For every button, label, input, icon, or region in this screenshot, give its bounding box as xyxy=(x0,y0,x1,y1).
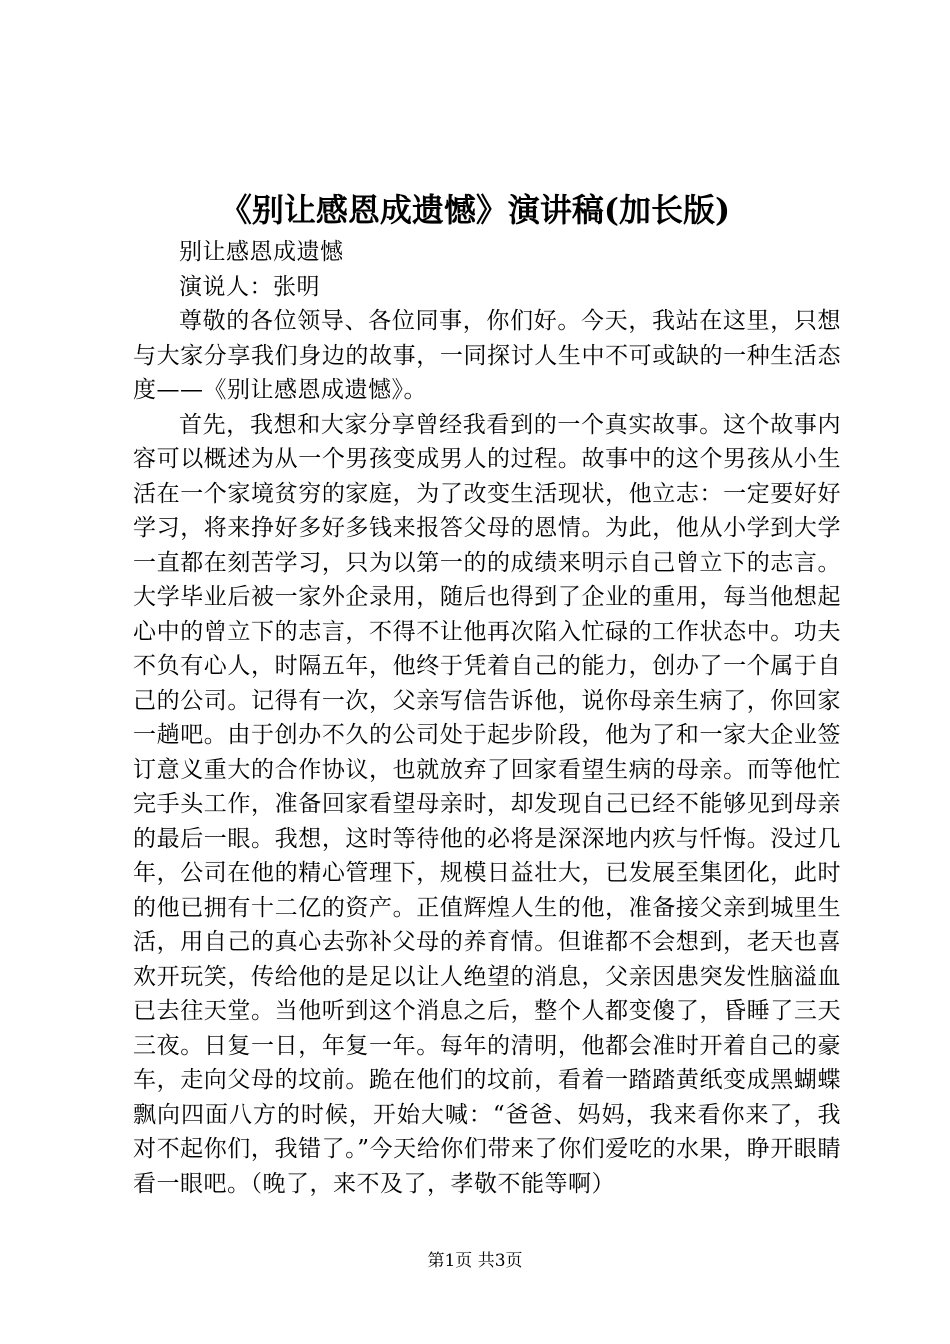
page-number: 第1页 共3页 xyxy=(427,1251,523,1271)
speech-subtitle: 别让感恩成遗憾 xyxy=(179,239,344,265)
document-body xyxy=(133,235,841,1201)
speaker-line: 演说人：张明 xyxy=(179,273,320,300)
body-paragraph-story: 首先，我想和大家分享曾经我看到的一个真实故事。这个故事内容可以概述为从一个男孩变成男人的过程。故事中的这个男孩从小生活在一个家境贫穷的家庭，为了改变生活现状，他立志：一定要好好学习，将来挣好多好多钱来报答父母的恩情。为此，他从小学到大学一直都在刻苦学习，只为以第一的的成绩来明示自己曾立下的志言。大学毕业后被一家外企录用，随后也得到了企业的重用，每当他想起心中的曾立下的志言，不得不让他再次陷入忙碌的工作状态中。功夫不负有心人，时隔五年，他终于凭着自己的能力，创办了一个属于自己的公司。记得有一次，父亲写信告诉他，说你母亲生病了，你回家一趟吧。由于创办不久的公司处于起步阶段，他为了和一家大企业签订意义重大的合作协议，也就放弃了回家看望生病的母亲。而等他忙完手头工作，准备回家看望母亲时，却发现自己已经不能够见到母亲的最后一眼。我想，这时等待他的必将是深深地内疚与忏悔。没过几年，公司在他的精心管理下，规模日益壮大，已发展至集团化，此时的他已拥有十二亿的资产。正值辉煌人生的他，准备接父亲到城里生活，用自己的真心去弥补父母的养育情。但谁都不会想到，老天也喜欢开玩笑，传给他的是足以让人绝望的消息，父亲因患突发性脑溢血已去往天堂。当他听到这个消息之后，整个人都变傻了，昏睡了三天三夜。日复一日，年复一年。每年的清明，他都会准时开着自己的豪车，走向父母的坟前。跪在他们的坟前，看着一踏踏黄纸变成黑蝴蝶飘向四面八方的时候，开始大喊：“爸爸、妈妈，我来看你来了，我对不起你们，我错了。”今天给你们带来了你们爱吃的水果，睁开眼睛看一眼吧。（晚了，来不及了，孝敬不能等啊） xyxy=(133,411,841,1197)
body-paragraph-greeting: 尊敬的各位领导、各位同事，你们好。今天，我站在这里，只想与大家分享我们身边的故事，一同探讨人生中不可或缺的一种生活态度——《别让感恩成遗憾》。 xyxy=(133,308,841,403)
document-title: 《别让感恩成遗憾》演讲稿(加长版) xyxy=(219,191,731,229)
